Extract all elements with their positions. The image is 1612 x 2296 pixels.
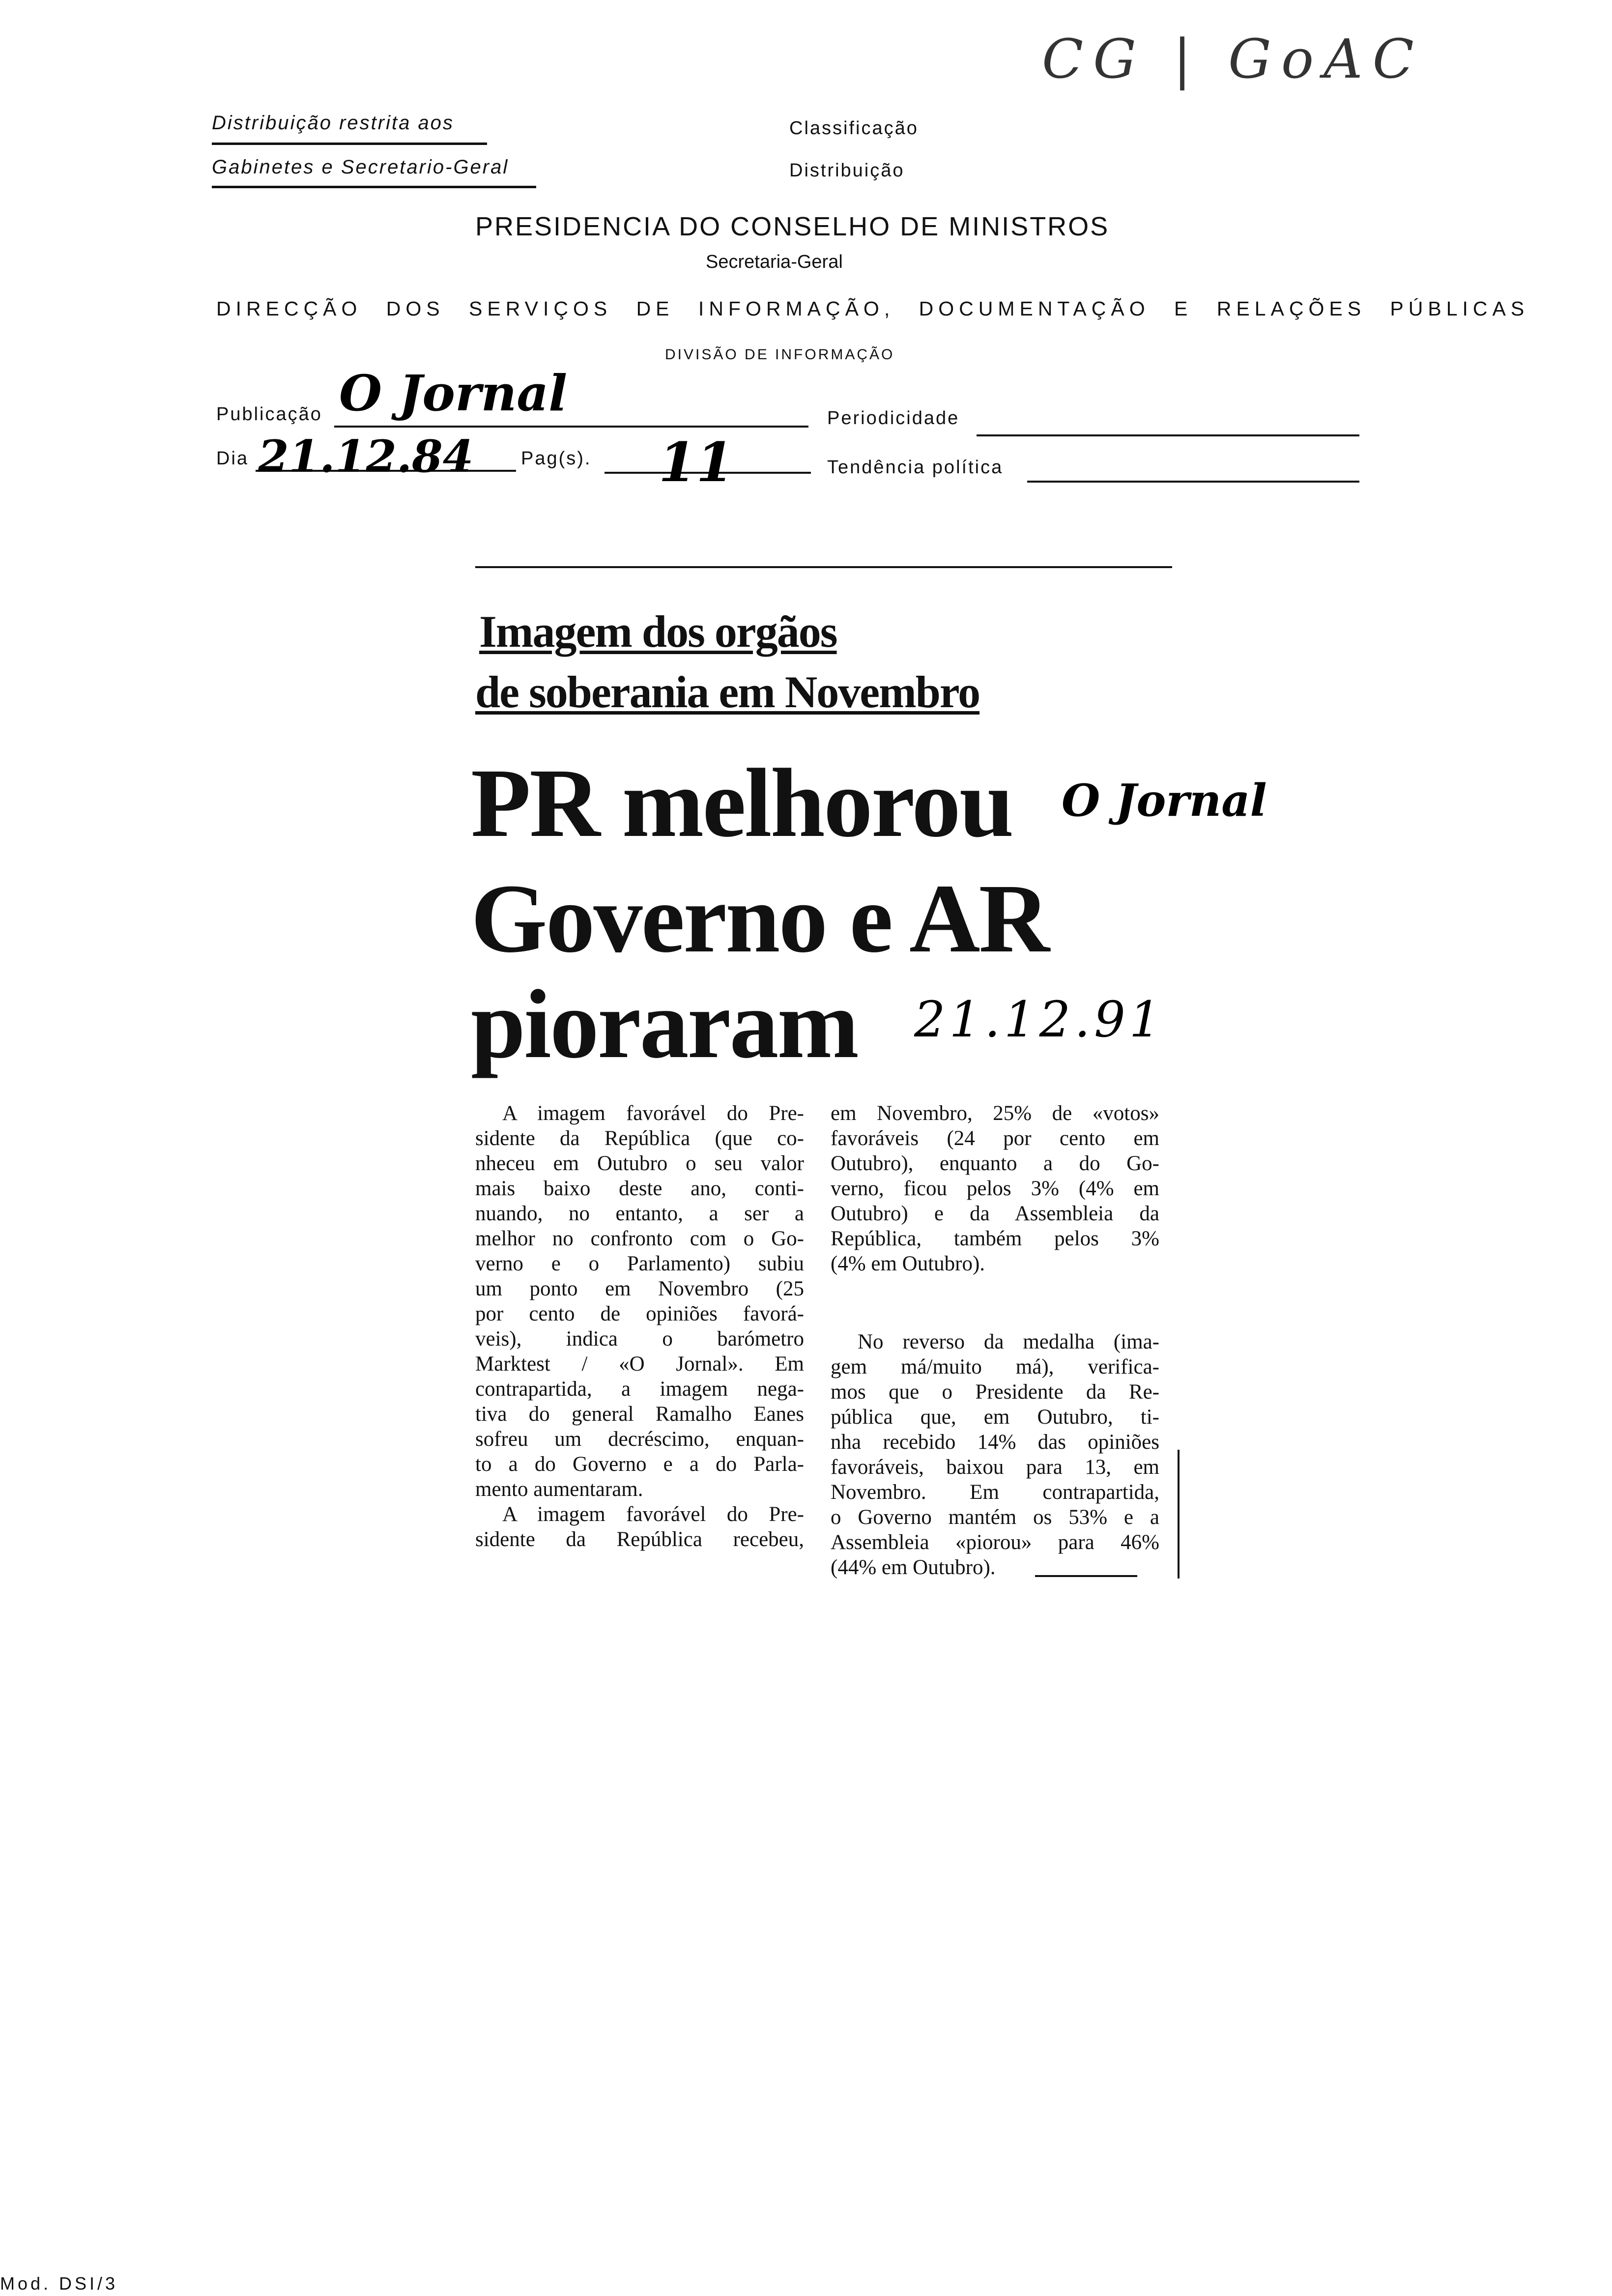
division: DIVISÃO DE INFORMAÇÃO	[665, 346, 895, 363]
article-text-line: A imagem favorável do Pre-	[502, 1503, 804, 1526]
article-column-2	[831, 1101, 1159, 1580]
day-label: Dia	[216, 448, 249, 469]
article-text-line: o Governo mantém os 53% e a	[831, 1506, 1159, 1529]
article-text-line: República, também pelos 3%	[831, 1227, 1159, 1250]
article-text-line: favoráveis (24 por cento em	[831, 1127, 1159, 1150]
article-text-line: (44% em Outubro).	[831, 1556, 996, 1579]
political-tendency-label: Tendência política	[827, 457, 1004, 478]
form-code: Mod. DSI/3	[0, 2273, 118, 2294]
article-text-line: mos que o Presidente da Re-	[831, 1380, 1159, 1404]
article-text-line: sofreu um decréscimo, enquan-	[475, 1428, 804, 1451]
article-text-line: nha recebido 14% das opiniões	[831, 1431, 1159, 1454]
restricted-distribution-line1: Distribuição restrita aos	[212, 112, 454, 134]
article-text-line: contrapartida, a imagem nega-	[475, 1378, 804, 1401]
article-text-line: favoráveis, baixou para 13, em	[831, 1456, 1159, 1479]
article-text-line: um ponto em Novembro (25	[475, 1277, 804, 1300]
handwritten-source: O Jornal	[1062, 775, 1267, 827]
article-text-line: Outubro) e da Assembleia da	[831, 1202, 1159, 1225]
political-tendency-field-line	[1027, 481, 1359, 483]
org-subtitle: Secretaria-Geral	[706, 252, 843, 272]
kicker-line2: de soberania em Novembro	[475, 667, 980, 717]
headline-line3: pioraram	[471, 970, 858, 1079]
article-text-line: A imagem favorável do Pre-	[502, 1102, 804, 1125]
article-text-line: veis), indica o barómetro	[475, 1327, 804, 1350]
article-end-rule	[1035, 1575, 1137, 1577]
article-text-line: Marktest / «O Jornal». Em	[475, 1352, 804, 1376]
article-text-line: gem má/muito má), verifica-	[831, 1355, 1159, 1378]
clipping-top-rule	[475, 566, 1172, 568]
kicker-line1: Imagem dos orgãos	[479, 606, 837, 657]
pages-label: Pag(s).	[521, 448, 592, 469]
directorate: DIRECÇÃO DOS SERVIÇOS DE INFORMAÇÃO, DOCUMENTAÇÃO E RELAÇÕES PÚBLICAS	[216, 297, 1529, 320]
article-text-line: melhor no confronto com o Go-	[475, 1227, 804, 1250]
headline-line1: PR melhorou	[471, 749, 1013, 858]
article-text-line: nuando, no entanto, a ser a	[475, 1202, 804, 1225]
divider	[212, 143, 487, 145]
article-column-1	[475, 1101, 804, 1552]
divider	[212, 186, 536, 188]
classification-label: Classificação	[789, 118, 919, 139]
article-text-line: mais baixo deste ano, conti-	[475, 1177, 804, 1200]
restricted-distribution-line2: Gabinetes e Secretario-Geral	[212, 156, 509, 178]
publication-field-line	[334, 426, 808, 428]
publication-label: Publicação	[216, 404, 322, 425]
article-text-line: por cento de opiniões favorá-	[475, 1302, 804, 1325]
paragraph-gap	[831, 1276, 1159, 1329]
publication-handwritten: O Jornal	[339, 364, 568, 422]
article-text-line: verno e o Parlamento) subiu	[475, 1252, 804, 1275]
pages-handwritten: 11	[659, 430, 734, 494]
article-text-line: Assembleia «piorou» para 46%	[831, 1531, 1159, 1554]
article-text-line: em Novembro, 25% de «votos»	[831, 1102, 1159, 1125]
distribution-label: Distribuição	[789, 160, 905, 181]
article-text-line: Outubro), enquanto a do Go-	[831, 1152, 1159, 1175]
article-text-line: to a do Governo e a do Parla-	[475, 1453, 804, 1476]
article-text-line: pública que, em Outubro, ti-	[831, 1406, 1159, 1429]
article-text-line: nheceu em Outubro o seu valor	[475, 1152, 804, 1175]
article-text-line: tiva do general Ramalho Eanes	[475, 1403, 804, 1426]
clipping-edge-line	[1178, 1450, 1180, 1578]
day-handwritten: 21.12.84	[258, 430, 474, 483]
handwritten-reference: CG | GoAC	[1042, 28, 1424, 90]
headline-line2: Governo e AR	[471, 864, 1048, 973]
article-text-line: mento aumentaram.	[475, 1478, 643, 1501]
article-text-line: No reverso da medalha (ima-	[858, 1330, 1159, 1353]
periodicity-field-line	[977, 434, 1359, 436]
article-text-line: verno, ficou pelos 3% (4% em	[831, 1177, 1159, 1200]
periodicity-label: Periodicidade	[827, 408, 960, 429]
org-title: PRESIDENCIA DO CONSELHO DE MINISTROS	[475, 212, 1110, 241]
handwritten-date: 21.12.91	[914, 991, 1165, 1048]
article-text-line: sidente da República (que co-	[475, 1127, 804, 1150]
article-text-line: (4% em Outubro).	[831, 1252, 985, 1275]
article-text-line: Novembro. Em contrapartida,	[831, 1481, 1159, 1504]
article-text-line: sidente da República recebeu,	[475, 1528, 804, 1551]
